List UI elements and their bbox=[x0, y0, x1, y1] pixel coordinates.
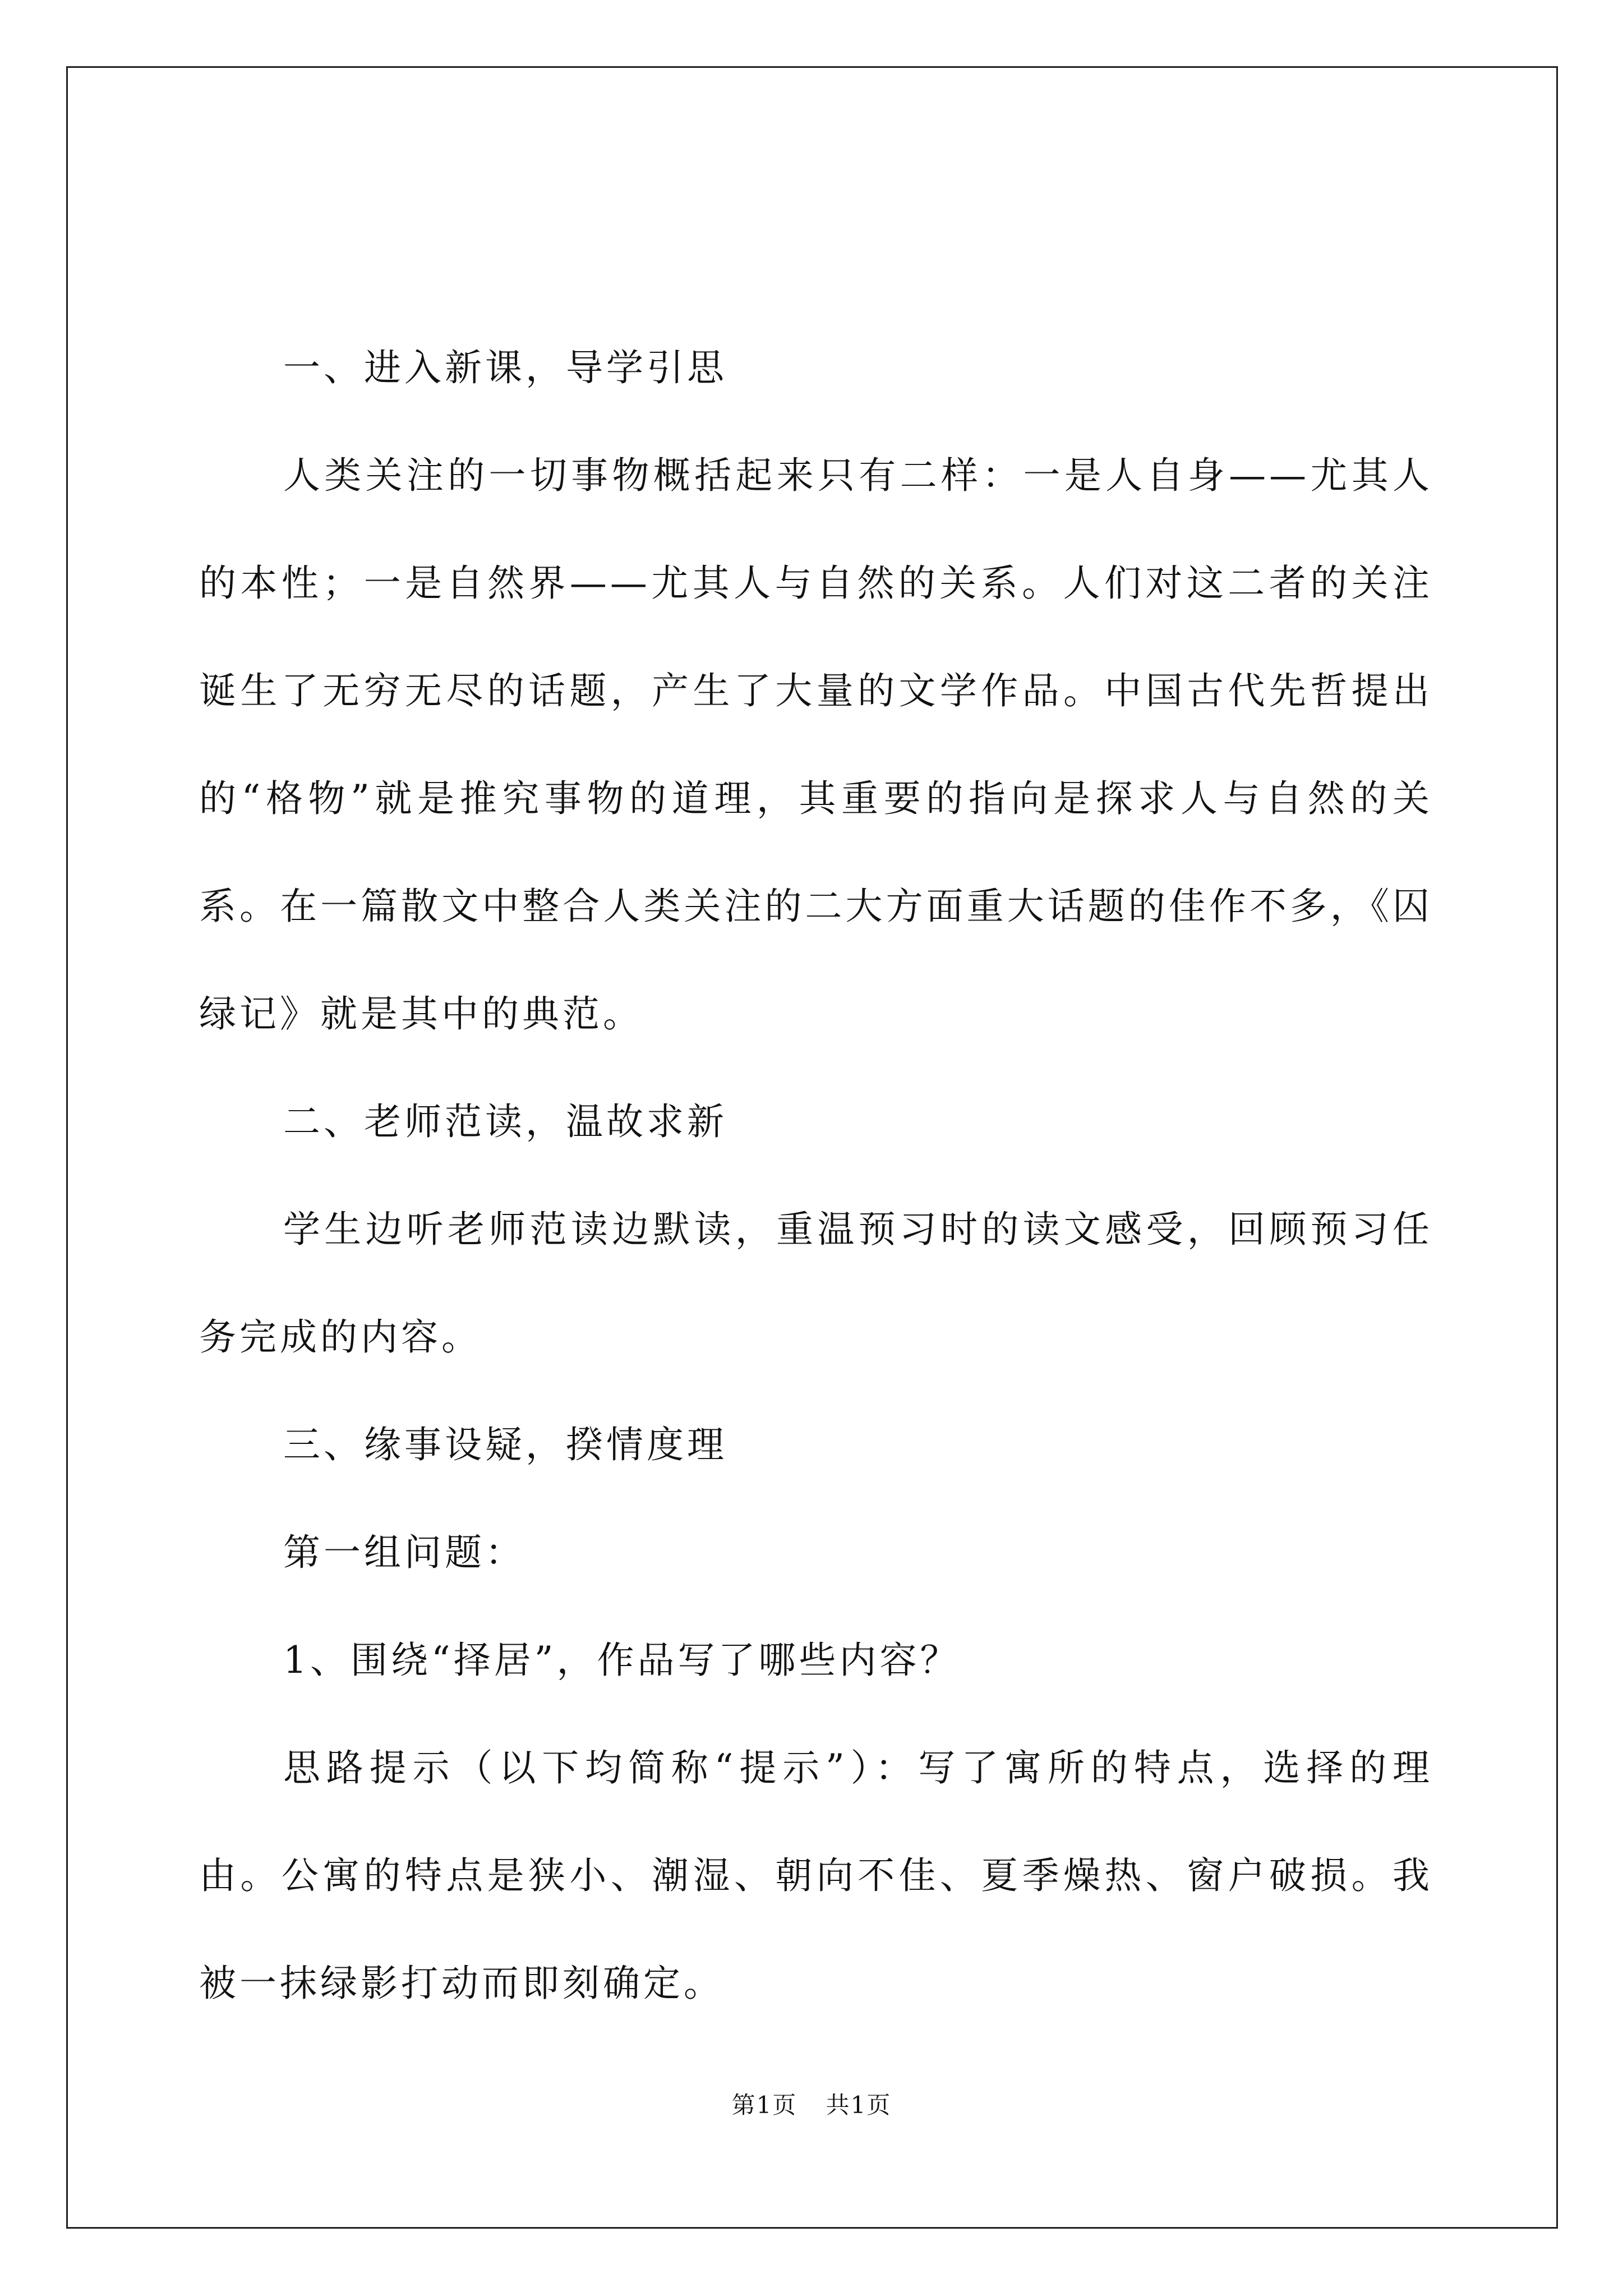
page-footer bbox=[0, 2087, 1623, 2120]
page-number: 第1页 bbox=[731, 2091, 797, 2119]
paragraph-intro: 人类关注的一切事物概括起来只有二样：一是人自身——尤其人的本性；一是自然界——尤其人与自然的关系。人们对这二者的关注诞生了无穷无尽的话题，产生了大量的文学作品。中国古代先哲提出的“格物”就是推究事物的道理，其重要的指向是探求人与自然的关系。在一篇散文中整合人类关注的二大方面重大话题的佳作不多，《囚绿记》就是其中的典范。 bbox=[199, 454, 1433, 1036]
section-heading-1: 一、进入新课，导学引思 bbox=[283, 346, 727, 389]
section-heading-2: 二、老师范读，温故求新 bbox=[283, 1100, 727, 1143]
document-body bbox=[199, 314, 1433, 2037]
hint-1: 思路提示（以下均简称“提示”）：写了寓所的特点，选择的理由。公寓的特点是狭小、潮湿、朝向不佳、夏季燥热、窗户破损。我被一抹绿影打动而即刻确定。 bbox=[199, 1746, 1433, 2005]
question-group-heading: 第一组问题： bbox=[283, 1531, 525, 1574]
section-heading-3: 三、缘事设疑，揆情度理 bbox=[283, 1423, 727, 1466]
question-1: 1、围绕“择居”，作品写了哪些内容？ bbox=[283, 1639, 961, 1682]
page-total: 共1页 bbox=[826, 2091, 892, 2119]
paragraph-reading: 学生边听老师范读边默读，重温预习时的读文感受，回顾预习任务完成的内容。 bbox=[199, 1208, 1433, 1359]
